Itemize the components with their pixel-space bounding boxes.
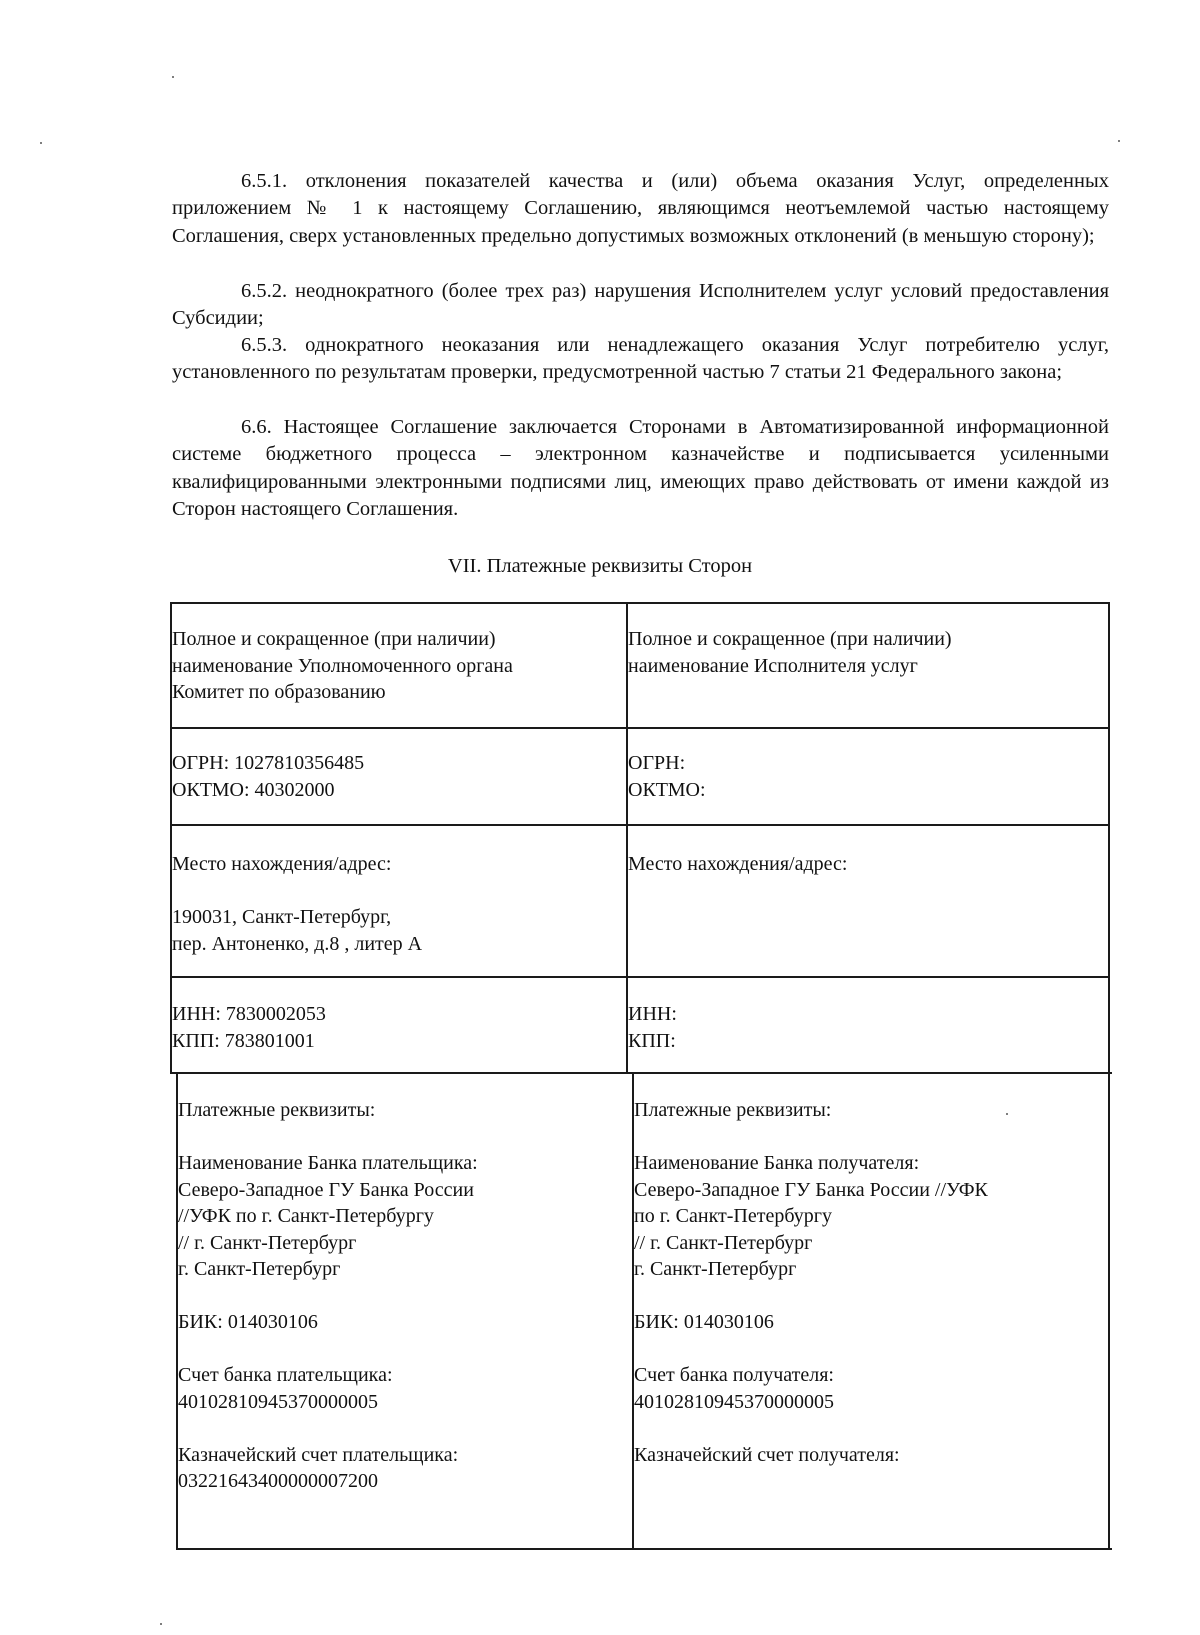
- contractor-ogrn-oktmo-cell: ОГРН: ОКТМО:: [628, 752, 706, 801]
- authority-ogrn-oktmo-cell: ОГРН: 1027810356485 ОКТМО: 40302000: [172, 752, 365, 801]
- paragraph-6-5-3: 6.5.3. однократного неоказания или ненадлежащего оказания Услуг потребителю услуг, установленного по результатам проверки, предусмотренной частью 7 статьи 21 Федерального закона;: [172, 334, 1109, 384]
- contractor-name-cell: Полное и сокращенное (при наличии) наименование Исполнителя услуг: [628, 628, 952, 677]
- authority-bank-details-cell: Платежные реквизиты: Наименование Банка плательщика: Северо-Западное ГУ Банка России //УФК по г. Санкт-Петербургу // г. Санкт-Петербург г. Санкт-Петербург БИК: 014030106 Счет банка плательщика: 40102810945370000005 Казначейский счет плательщика: 03221643400000007200: [178, 1099, 478, 1492]
- paragraph-6-6: 6.6. Настоящее Соглашение заключается Сторонами в Автоматизированной информационной системе бюджетного процесса – электронном казначействе и подписывается усиленными квалифицированными электронными подписями лиц, имеющих право действовать от имени каждой из Сторон настоящего Соглашения.: [172, 416, 1109, 520]
- paragraph-6-5-2: 6.5.2. неоднократного (более трех раз) нарушения Исполнителем услуг условий предоставления Субсидии;: [172, 280, 1109, 330]
- paragraph-6-5-1: 6.5.1. отклонения показателей качества и (или) объема оказания Услуг, определенных приложением № 1 к настоящему Соглашению, являющимся неотъемлемой частью настоящему Соглашения, сверх установленных предельно допустимых возможных отклонений (в меньшую сторону);: [172, 170, 1109, 247]
- contractor-inn-kpp-cell: ИНН: КПП:: [628, 1003, 677, 1052]
- authority-name-cell: Полное и сокращенное (при наличии) наименование Уполномоченного органа Комитет по образованию: [172, 628, 513, 703]
- section-title: VII. Платежные реквизиты Сторон: [447, 555, 753, 577]
- authority-address-cell: Место нахождения/адрес: 190031, Санкт-Петербург, пер. Антоненко, д.8 , литер А: [172, 853, 423, 955]
- authority-inn-kpp-cell: ИНН: 7830002053 КПП: 783801001: [172, 1003, 326, 1052]
- contractor-address-cell: Место нахождения/адрес:: [628, 853, 848, 875]
- contractor-bank-details-cell: Платежные реквизиты: Наименование Банка получателя: Северо-Западное ГУ Банка России //УФК по г. Санкт-Петербургу // г. Санкт-Петербург г. Санкт-Петербург БИК: 014030106 Счет банка получателя: 40102810945370000005 Казначейский счет получателя:: [634, 1099, 988, 1466]
